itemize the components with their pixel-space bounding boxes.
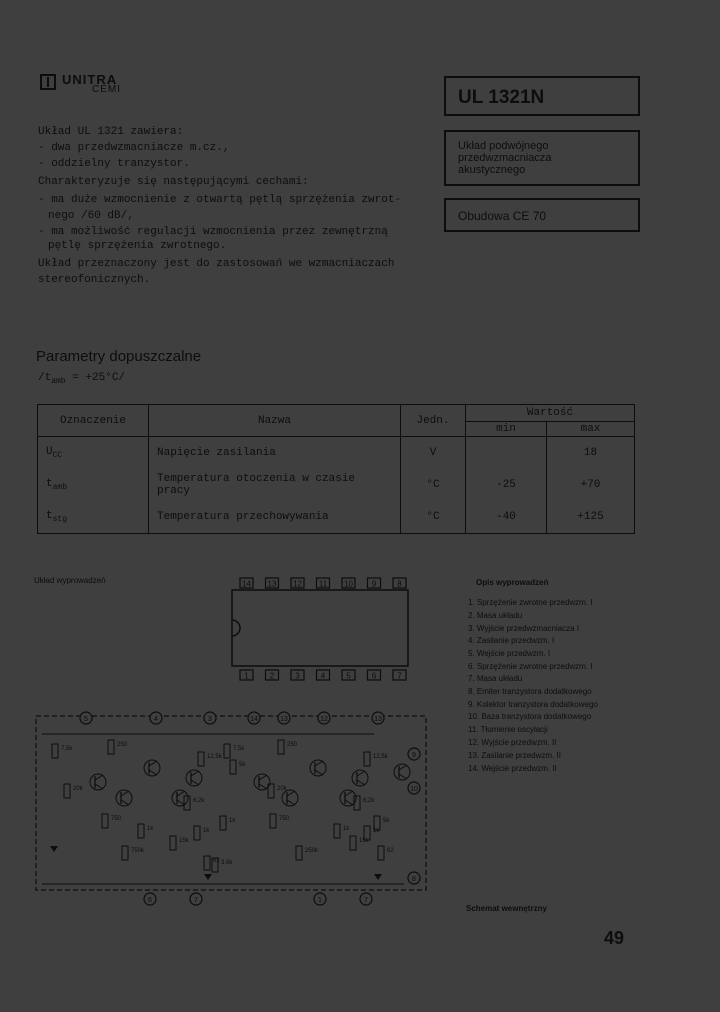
cell-symbol [38,469,149,501]
transistor-icon [116,790,132,806]
transistor-emitter [121,800,129,805]
node-label: 10 [410,786,418,793]
pin-number: 2 [269,671,275,681]
transistor-icon [144,760,160,776]
transistor-collector [357,771,365,776]
intro-line: stereofonicznych. [38,274,151,286]
resistor-value: 6,2k [193,798,205,804]
symbol-sub: amb [52,483,68,493]
pin-desc-item: 12. Wyjście przedwzm. II [468,738,557,747]
intro-line: pętlę sprzężenia zwrotnego. [48,240,227,252]
resistor [354,796,360,810]
pin-desc-item: 5. Wejście przedwzm. I [468,649,551,658]
pin-desc-item: 2. Masa układu [468,611,523,620]
transistor-emitter [287,800,295,805]
description-box [444,130,640,186]
resistor [334,824,340,838]
intro-line: - dwa przedwzmacniacze m.cz., [38,142,230,154]
cell-max: +125 [547,501,635,534]
part-number-box [444,76,640,116]
pin-desc-item: 3. Wyjście przedwzmacniacza I [468,624,580,633]
resistor-value: 62 [213,858,220,864]
node-label: 7 [364,897,368,904]
schematic-label: Schemat wewnętrzny [466,904,547,913]
intro-line: - oddzielny tranzystor. [38,158,190,170]
pin-number: 11 [318,579,328,589]
intro-line: - ma duże wzmocnienie z otwartą pętlą sprzężenia zwrot- [38,194,402,206]
top-pins [240,578,406,589]
resistor [204,856,210,870]
node-label: 14 [250,716,258,723]
pin-desc-item: 4. Zasilanie przedwzm. I [468,636,555,645]
pin-number: 12 [293,579,302,589]
cell-unit: °C [401,469,466,501]
case-box [444,198,640,232]
pin-number: 6 [371,671,377,681]
resistor-value: 15k [359,838,369,844]
node-label: 9 [412,752,416,759]
pinout-label: Układ wyprowadzeń [34,576,106,585]
transistor-collector [121,791,129,796]
header-name: Nazwa [149,405,401,437]
pin-number: 1 [244,671,249,681]
pin-desc-item: 9. Kolektor tranzystora dodatkowego [468,700,598,709]
unitra-logo-mark [40,74,56,90]
cell-min: -25 [466,469,547,501]
symbol-sub: CC [52,451,63,461]
pin-number: 7 [397,671,402,681]
transistor-emitter [259,784,267,789]
transistor-emitter [315,770,323,775]
intro-line: Układ UL 1321 zawiera: [38,126,184,138]
resistor [230,760,236,774]
transistor-collector [149,761,157,766]
pin-desc-item: 6. Sprzężenie zwrotne przedwzm. I [468,662,593,671]
condition-sub: amb [51,377,66,387]
header-max: max [547,422,635,437]
diode-icon [50,846,58,852]
page-number: 49 [604,928,625,948]
internal-schematic [34,706,434,906]
logo-brand: UNITRA [62,72,118,87]
table-row [38,437,635,470]
resistor-value: 5k [383,818,390,824]
cell-name: Temperatura przechowywania [149,501,401,534]
unitra-cemi-logo [40,72,140,98]
symbol: U [46,445,53,458]
header-symbol: Oznaczenie [38,405,149,437]
resistor-value: 7,5k [61,746,73,752]
resistor [220,816,226,830]
cell-name: Napięcie zasilania [149,437,401,470]
pin-number: 5 [346,671,351,681]
resistor [108,740,114,754]
header-unit: Jedn. [401,405,466,437]
condition-prefix: /t [38,372,52,384]
symbol: t [46,509,53,522]
resistor [296,846,302,860]
cell-name: Temperatura otoczenia w czasie pracy [149,469,401,501]
transistor-icon [352,770,368,786]
transistor-collector [287,791,295,796]
bottom-pins [240,670,406,681]
logo-sub: CEMI [92,84,121,95]
params-condition [38,372,125,386]
symbol: t [46,477,53,490]
pin-desc-item: 1. Sprzężenie zwrotne przedwzm. I [468,598,593,607]
transistor-icon [394,764,410,780]
pin-number: 3 [295,671,300,681]
cell-symbol [38,501,149,534]
resistor [102,814,108,828]
node-label: 7 [194,897,198,904]
part-number: UL 1321N [458,87,545,108]
table-row [38,469,635,501]
resistor [350,836,356,850]
resistor [270,814,276,828]
diode-icon [374,874,382,880]
resistor [224,744,230,758]
resistor-value: 1k [373,828,380,834]
description-line: Układ podwójnego [458,140,549,152]
node-label: 8 [412,876,416,883]
resistor [198,752,204,766]
header-value: Wartość [466,405,635,422]
pin-desc-item: 7. Masa układu [468,674,523,683]
resistor-value: 3,6k [221,860,233,866]
resistor-value: 1k [147,826,154,832]
description-line: akustycznego [458,164,526,176]
resistor [278,740,284,754]
transistor-emitter [357,780,365,785]
package-body [232,590,408,666]
transistor-icon [186,770,202,786]
node-label: 6 [148,897,152,904]
resistor-value: 7,5k [233,746,245,752]
transistor-collector [315,761,323,766]
node-label: 13 [374,716,382,723]
pin-number: 10 [344,579,353,589]
resistor-value: 12,5k [207,754,222,760]
cell-symbol [38,437,149,470]
node-label: 12 [320,716,328,723]
resistor [64,784,70,798]
pin-number: 13 [267,579,277,589]
transistor-icon [90,774,106,790]
resistor [364,752,370,766]
header-min: min [466,422,547,437]
transistor-emitter [399,774,407,779]
pin-desc-item: 13. Zasilanie przedwzm. II [468,751,561,760]
node-label: 3 [208,716,212,723]
transistor-collector [177,791,185,796]
resistor [184,796,190,810]
case-label: Obudowa CE 70 [458,209,547,223]
resistor [194,826,200,840]
transistor-emitter [149,770,157,775]
resistor-value: 250 [287,742,298,748]
symbol-sub: stg [52,515,68,525]
diode-icon [204,874,212,880]
transistor-collector [345,791,353,796]
pin-number: 8 [397,579,402,589]
dip14-package [224,574,424,686]
cell-unit: °C [401,501,466,534]
transistor-collector [95,775,103,780]
resistor-value: 250k [305,848,319,854]
transistor-collector [259,775,267,780]
intro-line: Charakteryzuje się następującymi cechami: [38,176,309,188]
resistor-value: 750k [131,848,145,854]
params-table [37,404,635,534]
node-label: 1 [318,897,322,904]
cell-unit: V [401,437,466,470]
resistor-value: 1k [343,826,350,832]
transistor-emitter [345,800,353,805]
node-label: 13 [280,716,288,723]
node-label: 4 [154,716,158,723]
resistor-value: 15k [179,838,189,844]
pin-number: 4 [320,671,326,681]
node-label: 5 [84,716,88,723]
intro-line: nego /60 dB/, [48,210,134,222]
package-notch [232,620,240,636]
transistor-emitter [191,780,199,785]
pin-desc-item: 10. Baza tranzystora dodatkowego [468,712,592,721]
pin-number: 14 [242,579,251,589]
resistor-value: 1k [203,828,210,834]
resistor [378,846,384,860]
transistor-collector [191,771,199,776]
transistor-icon [172,790,188,806]
pin-desc-item: 14. Wejście przedwzm. II [468,764,557,773]
pin-desc-item: 11. Tłumienie oscylacji [468,725,548,734]
transistor-collector [399,765,407,770]
resistor-value: 20k [277,786,287,792]
schematic-body [50,712,420,905]
resistor-value: 5k [239,762,246,768]
resistor-value: 20k [73,786,83,792]
transistor-icon [254,774,270,790]
resistor-value: 62 [387,848,394,854]
transistor-icon [310,760,326,776]
pin-desc-item: 8. Emiter tranzystora dodatkowego [468,687,592,696]
intro-line: - ma możliwość regulacji wzmocnienia przez zewnętrzną [38,226,388,238]
pin-desc-heading: Opis wyprowadzeń [476,578,549,587]
resistor-value: 750 [279,816,290,822]
transistor-icon [282,790,298,806]
pin-number: 9 [371,579,377,589]
intro-line: Układ przeznaczony jest do zastosowań we wzmacniaczach [38,258,395,270]
resistor [122,846,128,860]
resistor-value: 250 [117,742,128,748]
cell-max: 18 [547,437,635,470]
resistor-value: 750 [111,816,122,822]
cell-min: -40 [466,501,547,534]
resistor-value: 1k [229,818,236,824]
cell-max: +70 [547,469,635,501]
resistor-value: 6,2k [363,798,375,804]
transistor-emitter [95,784,103,789]
params-heading: Parametry dopuszczalne [36,348,202,365]
cell-min [466,437,547,470]
condition-suffix: = +25°C/ [65,372,126,384]
resistor [52,744,58,758]
table-row [38,501,635,534]
description-line: przedwzmacniacza [458,152,552,164]
resistor [170,836,176,850]
resistor [138,824,144,838]
resistor-value: 12,5k [373,754,388,760]
